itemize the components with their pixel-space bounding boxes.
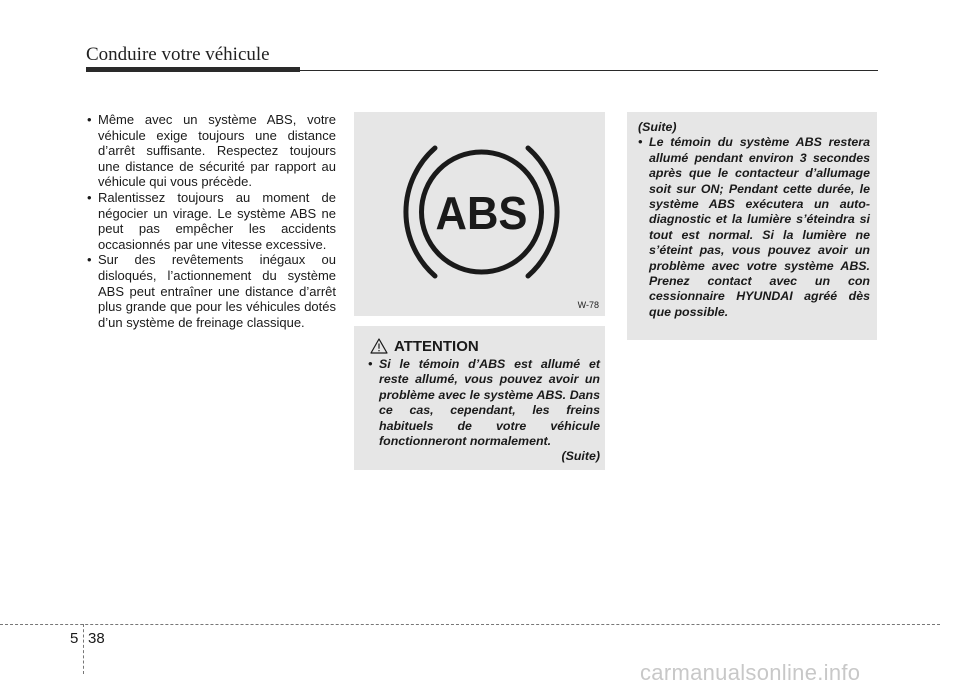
bullet-list — [86, 112, 336, 330]
abs-figure — [354, 112, 605, 316]
bullet-item: • Sur des revêtements inégaux ou disloqués, l’actionnement du système ABS peut entraîner une distance d’arrêt plus grande que pour les véhicules dotés d’un système de freinage classique. — [86, 252, 336, 330]
attention-title: ATTENTION — [394, 337, 479, 355]
chapter-number: 5 — [70, 630, 79, 647]
footer-divider — [83, 624, 84, 674]
watermark: carmanualsonline.info — [640, 660, 861, 685]
attention-body — [368, 357, 600, 465]
header-rule-thick — [86, 67, 300, 72]
abs-warning-light-icon — [354, 112, 605, 316]
attention-header — [370, 336, 479, 356]
continuation-heading: (Suite) — [638, 120, 677, 134]
page-header-title: Conduire votre véhicule — [86, 44, 270, 65]
attention-box — [354, 326, 605, 470]
footer-rule — [0, 624, 940, 625]
header-rule-thin — [300, 70, 878, 72]
left-column — [86, 112, 336, 330]
continued-label: (Suite) — [561, 449, 600, 464]
page-number: 38 — [88, 630, 105, 647]
continuation-box — [627, 112, 877, 340]
bullet-item: • Ralentissez toujours au moment de négocier un virage. Le système ABS ne peut pas empêcher les accidents occasionnés par une vitesse excessive. — [86, 190, 336, 252]
figure-code: W-78 — [577, 300, 599, 310]
attention-bullet: • Si le témoin d’ABS est allumé et reste allumé, vous pouvez avoir un problème avec le système ABS. Dans ce cas, cependant, les freins habituels de votre véhicule fonctionneront normalement. — [368, 357, 600, 449]
warning-triangle-icon — [370, 338, 388, 354]
continuation-bullet: • Le témoin du système ABS restera allumé pendant environ 3 secondes après que le contacteur d’allumage soit sur ON; Pendant cette durée, le système ABS exécutera un auto-diagnostic et la lumière s’éteindra si tout est normal. Si la lumière ne s’éteint pas, vous pouvez avoir un problème avec votre système ABS. Prenez contact avec un con cessionnaire HYUNDAI agréé dès que possible. — [638, 135, 870, 320]
continuation-body — [638, 120, 870, 320]
abs-symbol-text: ABS — [435, 187, 528, 239]
bullet-item: • Même avec un système ABS, votre véhicule exige toujours une distance d’arrêt suffisante. Respectez toujours une distance de sécurité par rapport au véhicule qui vous précède. — [86, 112, 336, 190]
